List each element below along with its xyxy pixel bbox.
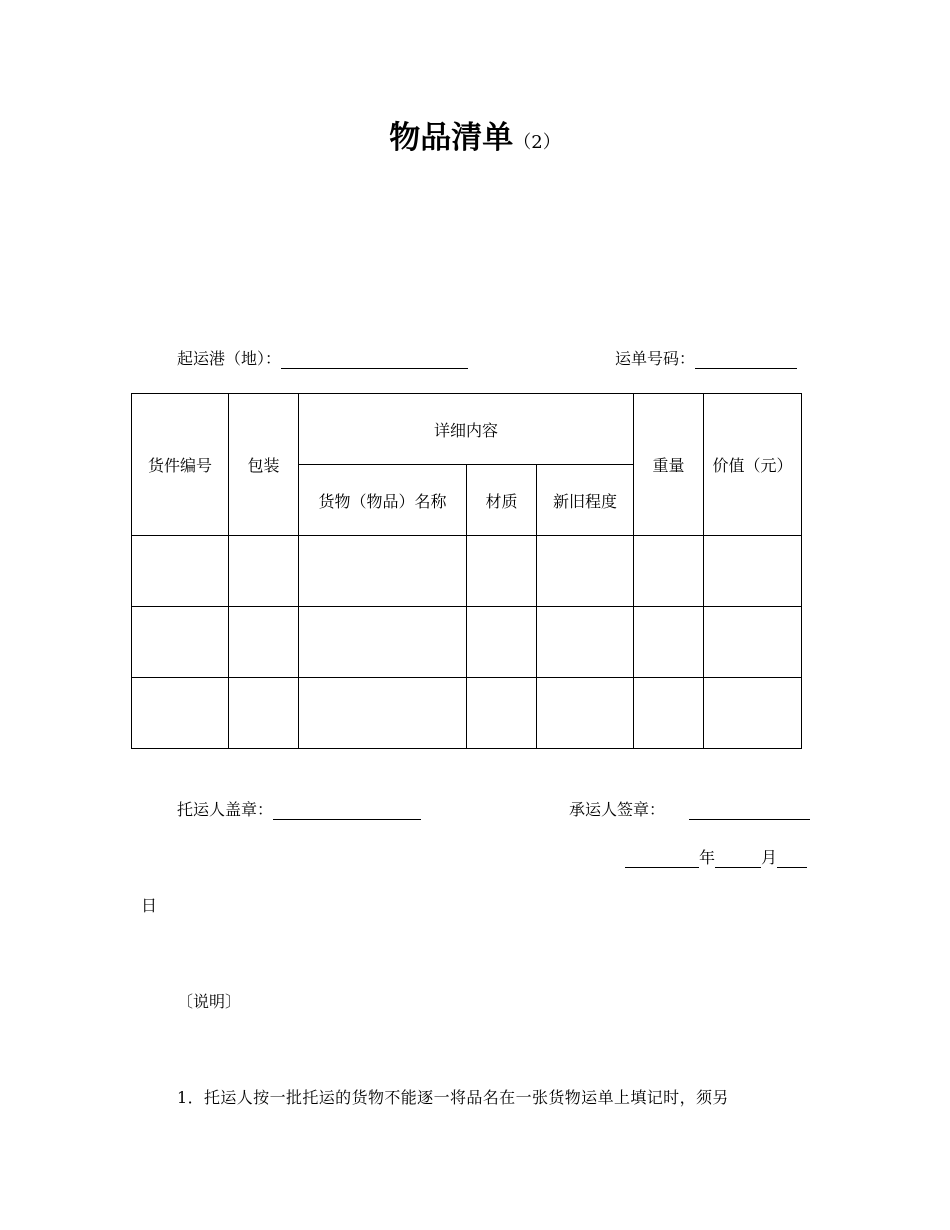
table-cell[interactable] [704,678,802,749]
table-cell[interactable] [229,536,299,607]
waybill-blank[interactable] [695,352,797,369]
table-cell[interactable] [634,678,704,749]
month-label: 月 [761,848,778,867]
title-sub: （2） [513,132,561,153]
table-cell[interactable] [634,536,704,607]
year-label: 年 [699,848,716,867]
table-cell[interactable] [299,678,467,749]
table-cell[interactable] [634,607,704,678]
table-cell[interactable] [537,678,634,749]
month-blank[interactable] [715,851,761,868]
header-goods-name: 货物（物品）名称 [299,465,467,536]
header-details: 详细内容 [299,394,634,465]
document-title [0,112,950,157]
header-condition: 新旧程度 [537,465,634,536]
date-line [625,848,807,868]
table-cell[interactable] [132,678,229,749]
notes-heading: 〔说明〕 [177,992,242,1011]
table-cell[interactable] [132,607,229,678]
table-row [132,536,802,607]
table-cell[interactable] [467,607,537,678]
waybill-label: 运单号码： [615,349,696,368]
origin-blank[interactable] [281,352,468,369]
header-weight: 重量 [634,394,704,536]
waybill-field [615,349,797,369]
notes-item-1: 1．托运人按一批托运的货物不能逐一将品名在一张货物运单上填记时，须另 [177,1088,729,1107]
table-cell[interactable] [132,536,229,607]
table-row [132,678,802,749]
table-cell[interactable] [704,607,802,678]
shipper-label: 托运人盖章： [177,800,274,819]
carrier-label: 承运人签章： [569,800,666,819]
carrier-sign-field [569,800,810,820]
table-cell[interactable] [229,607,299,678]
table-cell[interactable] [704,536,802,607]
table-cell[interactable] [299,536,467,607]
table-cell[interactable] [537,536,634,607]
table-cell[interactable] [299,607,467,678]
year-blank[interactable] [625,851,699,868]
header-material: 材质 [467,465,537,536]
header-packaging: 包装 [229,394,299,536]
shipper-blank[interactable] [273,803,421,820]
day-label: 日 [141,896,158,915]
table-cell[interactable] [467,536,537,607]
origin-field [177,349,468,369]
header-row-1 [132,394,802,465]
carrier-blank[interactable] [689,803,810,820]
table-cell[interactable] [537,607,634,678]
day-blank[interactable] [777,851,807,868]
shipper-seal-field [177,800,421,820]
title-main: 物品清单 [389,120,514,156]
goods-table [131,393,802,749]
table-cell[interactable] [229,678,299,749]
header-value: 价值（元） [704,394,802,536]
table-cell[interactable] [467,678,537,749]
origin-label: 起运港（地）： [177,349,282,368]
table-row [132,607,802,678]
header-cargo-no: 货件编号 [132,394,229,536]
